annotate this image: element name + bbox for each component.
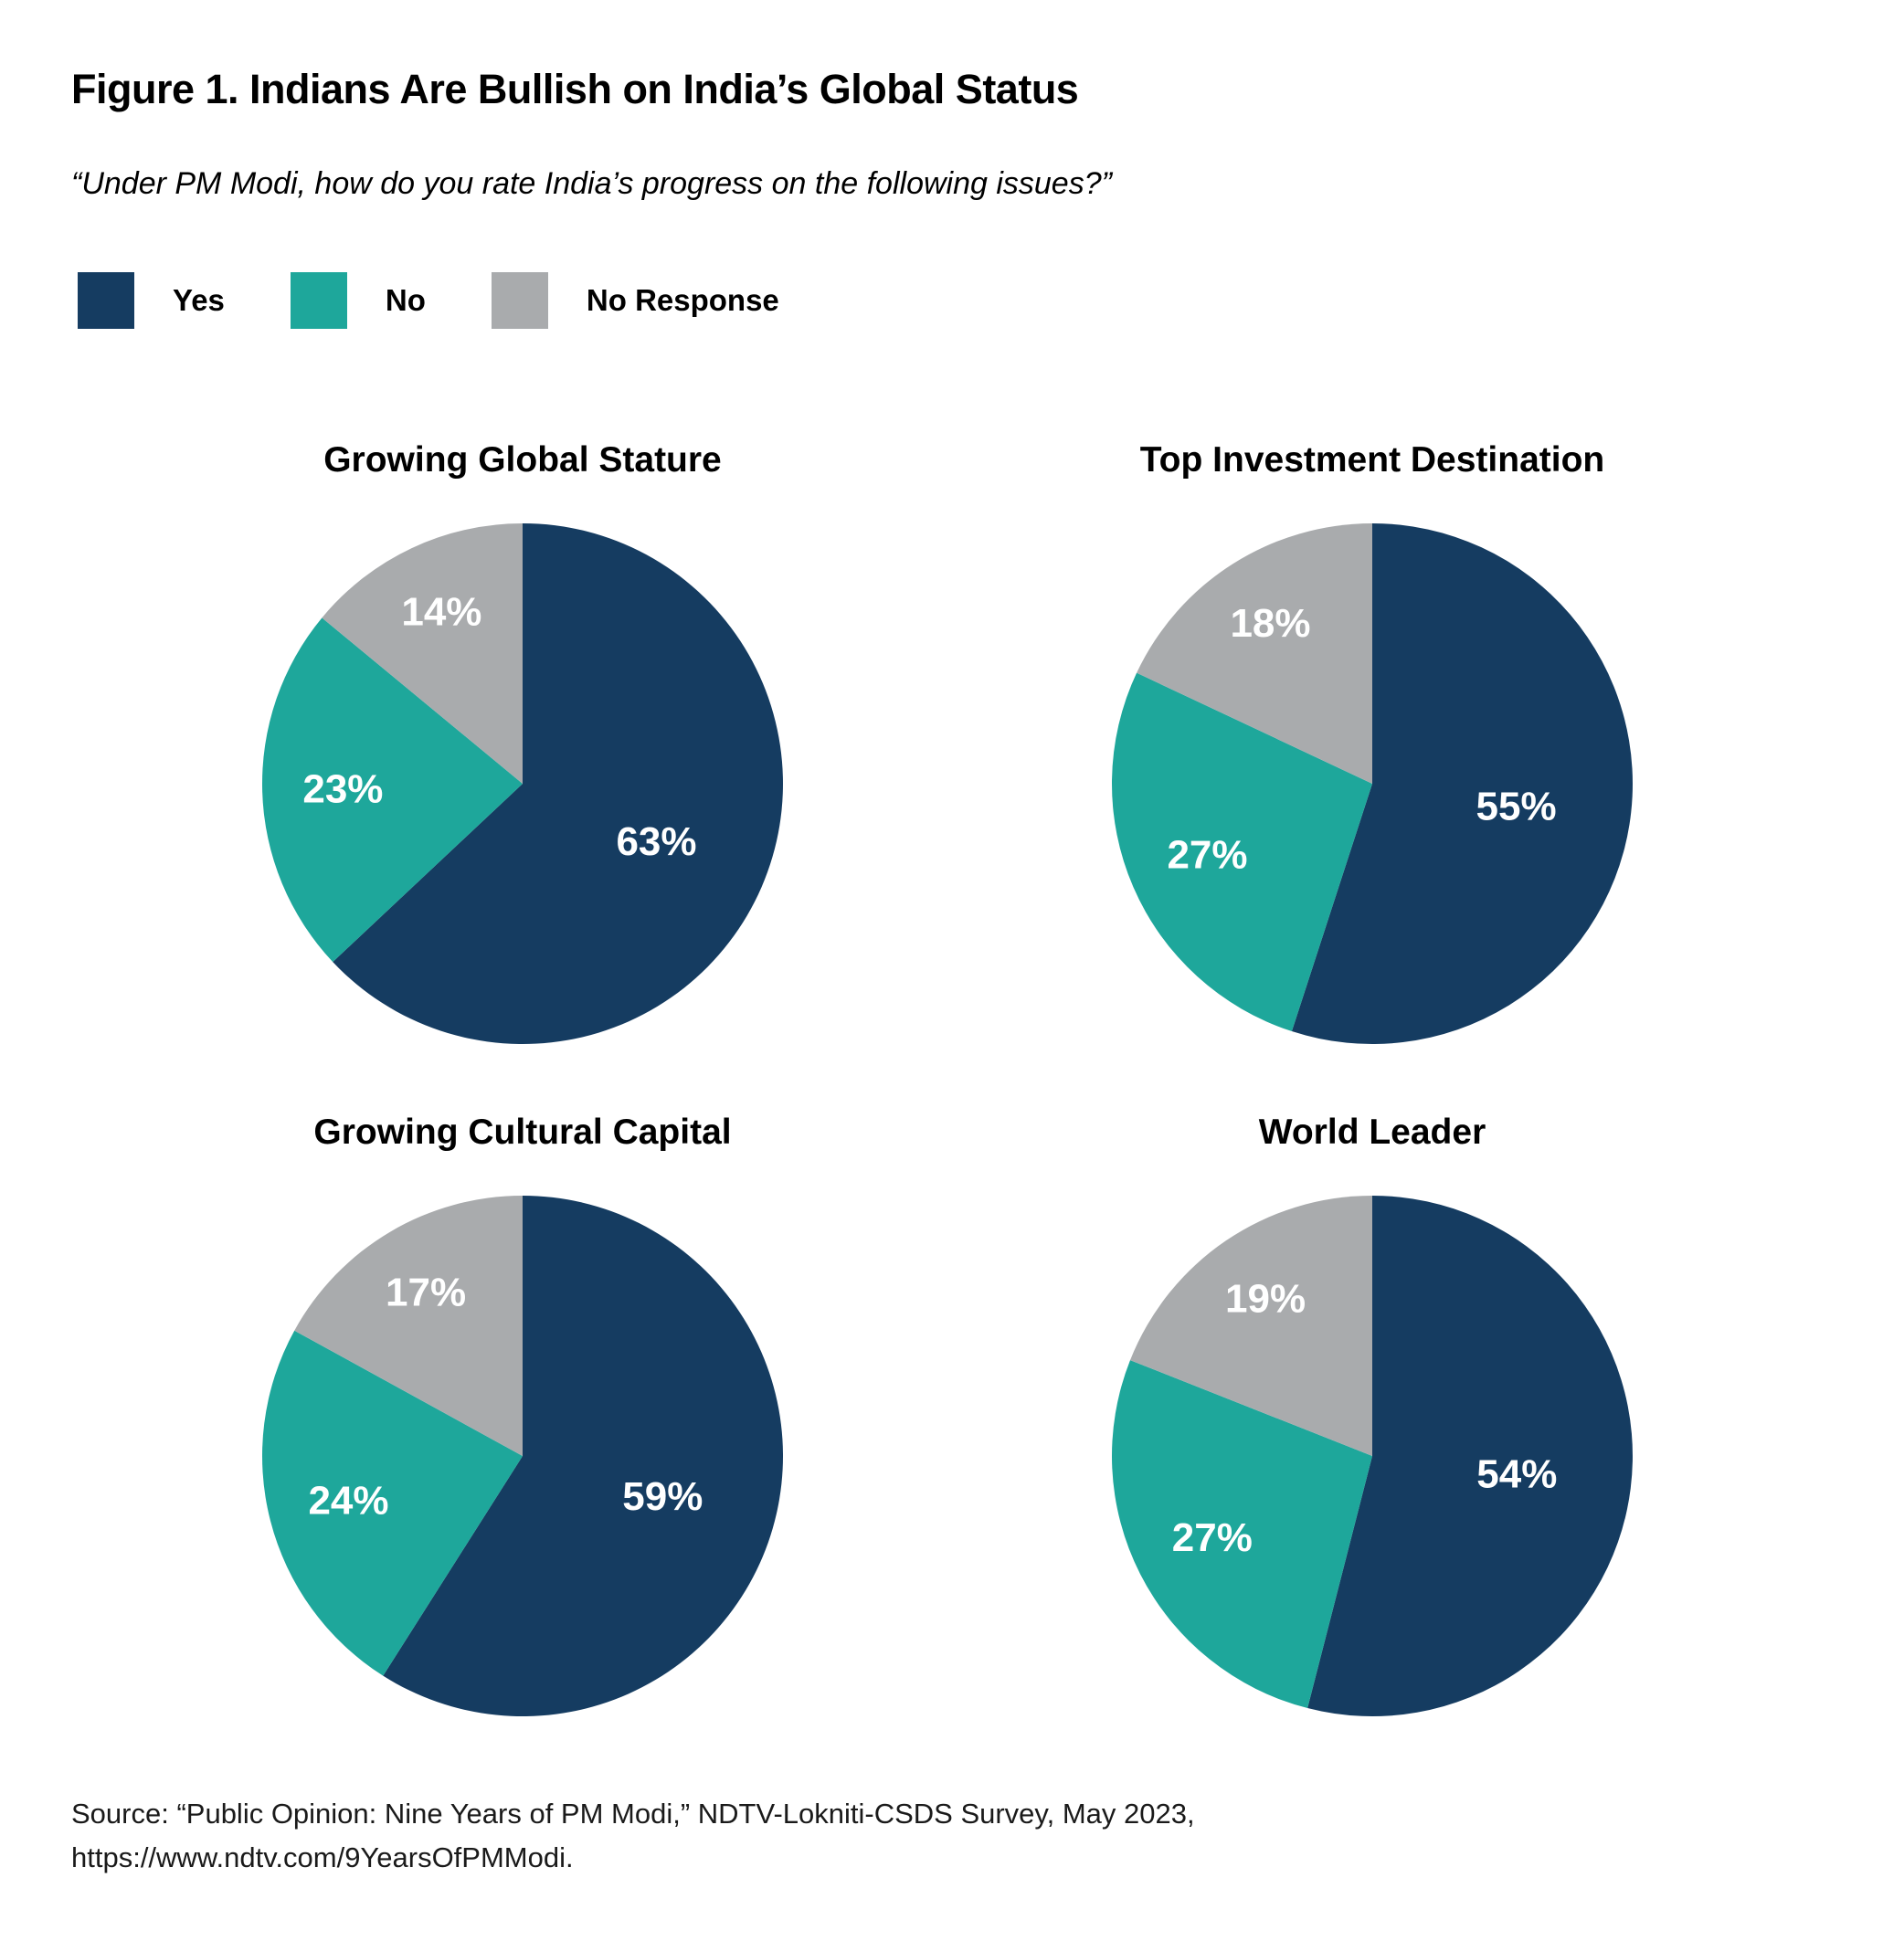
legend-item-no-response (492, 272, 779, 329)
chart-title-growing-global-stature: Growing Global Stature (323, 440, 722, 480)
pie-value-label-no: 23% (302, 766, 384, 812)
pie-value-label-no: 24% (308, 1478, 389, 1524)
pie-value-label-no-response: 17% (386, 1270, 467, 1315)
source-line-1: Source: “Public Opinion: Nine Years of PM Modi,” NDTV-Lokniti-CSDS Survey, May 2023, (71, 1798, 1195, 1830)
legend-item-yes (78, 272, 225, 329)
pie-value-label-no: 27% (1167, 832, 1248, 878)
pie-value-label-no: 27% (1171, 1514, 1253, 1560)
chart-title-top-investment-destination: Top Investment Destination (1139, 440, 1605, 480)
chart-world-leader (1098, 1113, 1646, 1734)
legend-item-no (291, 272, 426, 329)
pie-chart-growing-global-stature (249, 510, 797, 1058)
chart-growing-global-stature (249, 440, 797, 1061)
figure-subtitle: “Under PM Modi, how do you rate India’s progress on the following issues?” (71, 166, 1112, 201)
chart-top-investment-destination (1098, 440, 1646, 1061)
legend (78, 272, 845, 329)
pie-value-label-no-response: 14% (401, 589, 482, 635)
legend-label-yes: Yes (173, 283, 225, 317)
source-line-2: https://www.ndtv.com/9YearsOfPMModi. (71, 1841, 574, 1873)
pie-chart-growing-cultural-capital (249, 1182, 797, 1730)
source-note (71, 1792, 1195, 1880)
pie-value-label-yes: 55% (1476, 784, 1557, 829)
legend-swatch-no (291, 272, 347, 329)
pie-chart-world-leader (1098, 1182, 1646, 1730)
chart-title-growing-cultural-capital: Growing Cultural Capital (313, 1113, 732, 1152)
legend-swatch-no-response (492, 272, 548, 329)
pie-value-label-yes: 63% (616, 818, 697, 864)
pie-value-label-no-response: 19% (1225, 1276, 1306, 1322)
legend-label-no: No (385, 283, 426, 317)
figure-title: Figure 1. Indians Are Bullish on India’s Global Status (71, 66, 1079, 112)
pie-value-label-no-response: 18% (1230, 600, 1311, 646)
pie-value-label-yes: 59% (622, 1474, 703, 1519)
legend-swatch-yes (78, 272, 134, 329)
chart-growing-cultural-capital (249, 1113, 797, 1734)
pie-chart-top-investment-destination (1098, 510, 1646, 1058)
chart-title-world-leader: World Leader (1258, 1113, 1486, 1152)
legend-label-no-response: No Response (586, 283, 779, 317)
pie-value-label-yes: 54% (1476, 1451, 1558, 1497)
